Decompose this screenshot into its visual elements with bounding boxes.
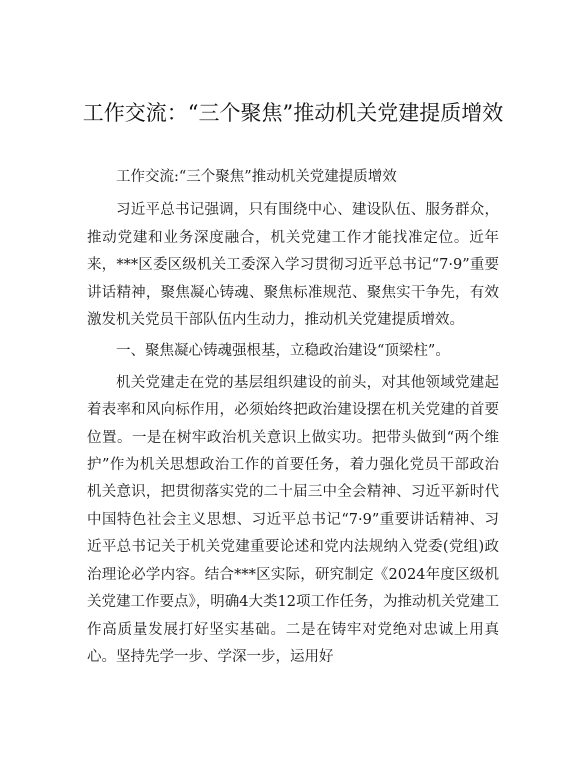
paragraph-intro: 习近平总书记强调，只有围绕中心、建设队伍、服务群众，推动党建和业务深度融合，机关党建工作才能找准定位。近年来，***区委区级机关工委深入学习贯彻习近平总书记“7·9”重要讲话精神，聚焦凝心铸魂、聚焦标准规范、聚焦实干争先，有效激发机关党员干部队伍内生动力，推动机关党建提质增效。 (87, 202, 499, 329)
section-heading-1: 一、聚焦凝心铸魂强根基，立稳政治建设“顶梁柱”。 (116, 343, 450, 360)
document-title: 工作交流：“三个聚焦”推动机关党建提质增效 (82, 101, 504, 125)
document-subtitle: 工作交流:“三个聚焦”推动机关党建提质增效 (116, 169, 397, 185)
paragraph-section-1: 机关党建走在党的基层组织建设的前头，对其他领域党建起着表率和风向标作用，必须始终把政治建设摆在机关党建的首要位置。一是在树牢政治机关意识上做实功。把带头做到“两个维护”作为机关思想政治工作的首要任务，着力强化党员干部政治机关意识，把贯彻落实党的二十届三中全会精神、习近平新时代中国特色社会主义思想、习近平总书记“7·9”重要讲话精神、习近平总书记关于机关党建重要论述和党内法规纳入党委(党组)政治理论必学内容。结合***区实际，研究制定《2024年度区级机关党建工作要点》，明确4大类12项工作任务，为推动机关党建工作高质量发展打好坚实基础。二是在铸牢对党绝对忠诚上用真心。坚持先学一步、学深一步，运用好 (87, 374, 499, 665)
document-body (87, 164, 499, 671)
